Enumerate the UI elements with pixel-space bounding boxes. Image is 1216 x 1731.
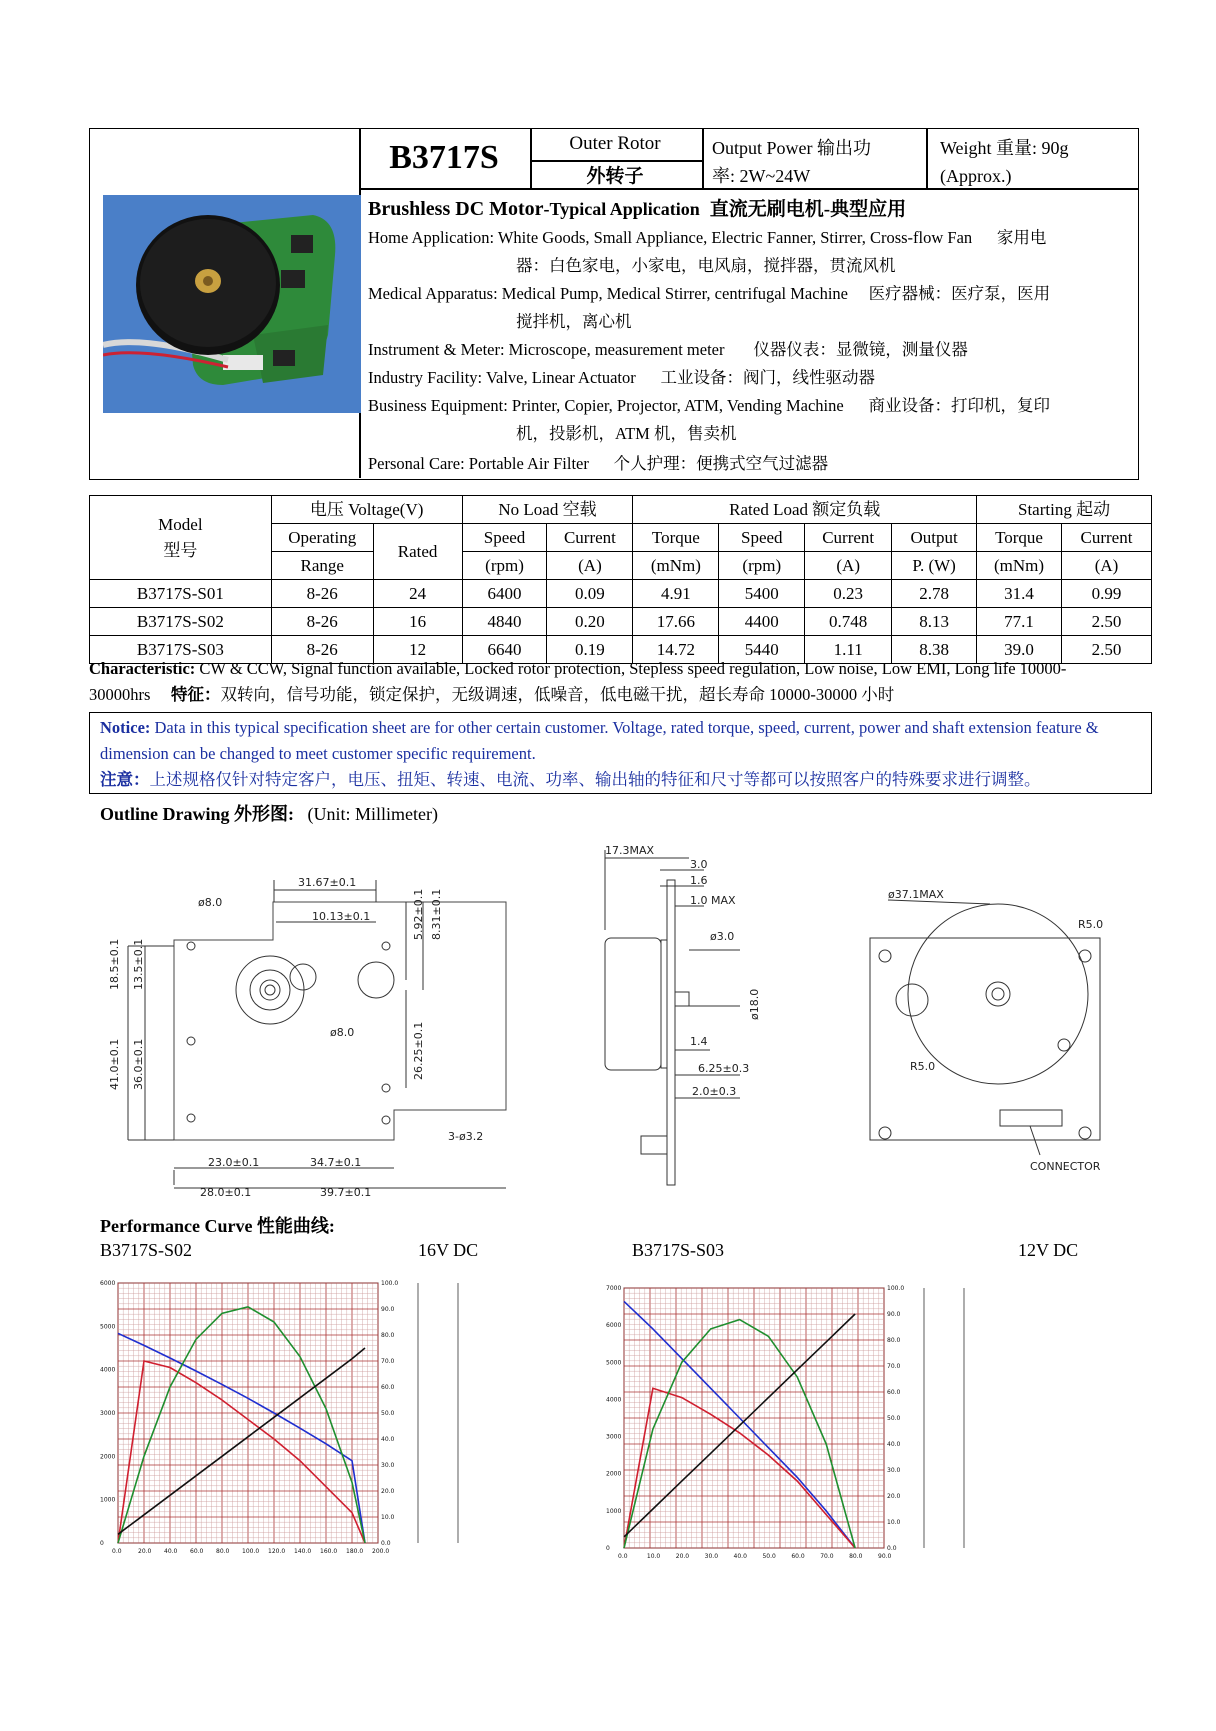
dim-label: 18.5±0.1 (108, 938, 121, 990)
column-header-unit: Range (271, 552, 373, 580)
rated-group-header: Rated Load 额定负载 (633, 496, 977, 524)
dim-label: ø3.0 (710, 930, 735, 943)
x-tick-label: 0.0 (618, 1553, 628, 1560)
weight-line1: Weight 重量: 90g (940, 138, 1069, 158)
dim-label: 1.0 MAX (690, 894, 736, 907)
x-tick-label: 60.0 (190, 1548, 204, 1555)
output-power-line2: 率: 2W~24W (712, 166, 811, 186)
y2-tick-label: 50.0 (381, 1410, 395, 1417)
y2-tick-label: 10.0 (887, 1519, 901, 1526)
notice-block (89, 712, 1152, 794)
column-header-unit: (A) (547, 552, 633, 580)
x-tick-label: 40.0 (733, 1553, 747, 1560)
column-header-unit: (rpm) (462, 552, 547, 580)
dim-label: 28.0±0.1 (200, 1186, 252, 1199)
characteristic-label: Characteristic: (89, 659, 196, 678)
application-line: Medical Apparatus: Medical Pump, Medical Stirrer, centrifugal Machine 医疗器械：医疗泵，医用 (368, 284, 1051, 303)
characteristic-text-en: CW & CCW, Signal function available, Locked rotor protection, Stepless speed regulation, Low noise, Low EMI, Long life 10000-30000hrs (89, 659, 1067, 704)
application-line: Industry Facility: Valve, Linear Actuator 工业设备：阀门，线性驱动器 (368, 368, 876, 387)
column-header-unit: (mNm) (977, 552, 1062, 580)
column-header-unit: (A) (1061, 552, 1151, 580)
model-cell: B3717S-S03 (90, 636, 272, 664)
y2-tick-label: 80.0 (381, 1332, 395, 1339)
table-cell: 5440 (719, 636, 805, 664)
x-tick-label: 160.0 (320, 1548, 338, 1555)
application-line: Business Equipment: Printer, Copier, Projector, ATM, Vending Machine 商业设备：打印机，复印 (368, 396, 1050, 415)
x-tick-label: 120.0 (268, 1548, 286, 1555)
y-tick-label: 3000 (606, 1433, 622, 1441)
table-cell: 77.1 (977, 608, 1062, 636)
x-tick-label: 140.0 (294, 1548, 312, 1555)
table-cell: 2.50 (1061, 608, 1151, 636)
y-tick-label: 0 (100, 1540, 104, 1547)
table-cell: 2.78 (892, 580, 977, 608)
applications-title-cn: 直流无刷电机-典型应用 (709, 199, 907, 220)
x-tick-label: 20.0 (138, 1548, 152, 1555)
model-header (90, 496, 272, 580)
characteristic-block (89, 656, 1152, 708)
performance-chart-s03 (606, 1280, 1026, 1600)
outline-unit: (Unit: Millimeter) (307, 804, 438, 824)
model-cell: B3717S-S01 (90, 580, 272, 608)
y-tick-label: 6000 (100, 1280, 116, 1287)
column-header-unit: (A) (805, 552, 892, 580)
application-line: Personal Care: Portable Air Filter 个人护理：便携式空气过滤器 (368, 454, 829, 473)
column-header: Output (892, 524, 977, 552)
x-tick-label: 40.0 (164, 1548, 178, 1555)
dim-label: ø8.0 (198, 896, 223, 909)
y-tick-label: 2000 (100, 1453, 116, 1461)
chart-model-label: B3717S-S03 (632, 1240, 725, 1260)
characteristic-label-cn: 特征： (171, 685, 221, 704)
table-cell: 14.72 (633, 636, 719, 664)
table-cell: 8.38 (892, 636, 977, 664)
y-tick-label: 7000 (606, 1285, 622, 1292)
table-cell: 0.09 (547, 580, 633, 608)
column-header: Current (547, 524, 633, 552)
y-tick-label: 5000 (606, 1359, 622, 1367)
y-tick-label: 5000 (100, 1323, 116, 1331)
chart-model-label: B3717S-S02 (100, 1240, 193, 1260)
application-line: 搅拌机，离心机 (516, 312, 632, 331)
table-cell: 4400 (719, 608, 805, 636)
x-tick-label: 80.0 (216, 1548, 230, 1555)
model-header-cn: 型号 (163, 540, 198, 560)
dim-label: 13.5±0.1 (132, 938, 145, 990)
chart-voltage-label: 12V DC (1018, 1240, 1079, 1260)
dim-label: CONNECTOR (1030, 1160, 1101, 1173)
column-header-unit: (rpm) (719, 552, 805, 580)
dim-label: 3.0 (690, 858, 708, 871)
application-line: 器：白色家电，小家电，电风扇，搅拌器，贯流风机 (516, 256, 896, 275)
dim-label: 1.6 (690, 874, 708, 887)
y2-tick-label: 50.0 (887, 1415, 901, 1422)
x-tick-label: 60.0 (791, 1553, 805, 1560)
dim-label: 2.0±0.3 (692, 1085, 737, 1098)
motor-photo (103, 195, 361, 413)
x-tick-label: 90.0 (878, 1553, 892, 1560)
table-cell: 0.20 (547, 608, 633, 636)
dim-label: 39.7±0.1 (320, 1186, 372, 1199)
column-header: Torque (977, 524, 1062, 552)
dim-label: 3-ø3.2 (448, 1130, 484, 1143)
dim-label: ø8.0 (330, 1026, 355, 1039)
y-tick-label: 1000 (100, 1496, 116, 1504)
outline-title: Outline Drawing 外形图: (100, 804, 295, 824)
y2-tick-label: 90.0 (887, 1311, 901, 1318)
model-header-en: Model (158, 514, 203, 534)
side-view-drawing (605, 844, 761, 1185)
applications-title-en: Brushless DC Motor (368, 198, 544, 220)
y2-tick-label: 10.0 (381, 1514, 395, 1521)
table-cell: 4840 (462, 608, 547, 636)
y2-tick-label: 90.0 (381, 1306, 395, 1313)
dim-label: 36.0±0.1 (132, 1038, 145, 1090)
y-tick-label: 1000 (606, 1507, 622, 1515)
y2-tick-label: 60.0 (887, 1389, 901, 1396)
column-header-unit: (mNm) (633, 552, 719, 580)
y-tick-label: 4000 (606, 1396, 622, 1404)
y2-tick-label: 60.0 (381, 1384, 395, 1391)
dim-label: 23.0±0.1 (208, 1156, 260, 1169)
table-cell: 6400 (462, 580, 547, 608)
noload-group-header: No Load 空载 (462, 496, 633, 524)
table-row (90, 608, 1152, 636)
application-line: Instrument & Meter: Microscope, measurement meter 仪器仪表：显微镜，测量仪器 (368, 340, 968, 359)
table-row (90, 580, 1152, 608)
performance-title: Performance Curve 性能曲线: (100, 1216, 335, 1236)
model-cell: B3717S-S02 (90, 608, 272, 636)
output-power-line1: Output Power 输出功 (712, 138, 871, 158)
spec-table (89, 495, 1152, 664)
applications-heading (368, 194, 906, 221)
dim-label: 41.0±0.1 (108, 1038, 121, 1090)
column-header: Current (1061, 524, 1151, 552)
table-cell: 4.91 (633, 580, 719, 608)
x-tick-label: 80.0 (849, 1553, 863, 1560)
y2-tick-label: 80.0 (887, 1337, 901, 1344)
model-title: B3717S (389, 139, 499, 176)
table-cell: 17.66 (633, 608, 719, 636)
dim-label: 8.31±0.1 (430, 888, 443, 940)
y-tick-label: 3000 (100, 1410, 116, 1417)
x-tick-label: 200.0 (372, 1548, 390, 1555)
table-cell: 39.0 (977, 636, 1062, 664)
column-header: Speed (719, 524, 805, 552)
y2-tick-label: 0.0 (887, 1545, 897, 1552)
table-cell: 0.23 (805, 580, 892, 608)
table-cell: 24 (373, 580, 462, 608)
y2-tick-label: 100.0 (887, 1285, 905, 1292)
dim-label: 17.3MAX (605, 844, 655, 857)
x-tick-label: 50.0 (762, 1553, 776, 1560)
notice-label: Notice: (100, 718, 151, 737)
x-tick-label: 70.0 (820, 1553, 834, 1560)
y2-tick-label: 40.0 (381, 1436, 395, 1443)
dim-label: 31.67±0.1 (298, 876, 357, 889)
weight-line2: (Approx.) (940, 166, 1012, 186)
y2-tick-label: 70.0 (887, 1363, 901, 1370)
y2-tick-label: 40.0 (887, 1441, 901, 1448)
starting-group-header: Starting 起动 (977, 496, 1152, 524)
y2-tick-label: 0.0 (381, 1540, 391, 1547)
table-cell: 8.13 (892, 608, 977, 636)
dim-label: 6.25±0.3 (698, 1062, 750, 1075)
front-view-drawing (108, 876, 506, 1199)
table-cell: 1.11 (805, 636, 892, 664)
voltage-group-header: 电压 Voltage(V) (271, 496, 462, 524)
column-header: Speed (462, 524, 547, 552)
table-cell: 0.99 (1061, 580, 1151, 608)
table-cell: 31.4 (977, 580, 1062, 608)
y2-tick-label: 20.0 (381, 1488, 395, 1495)
dim-label: ø37.1MAX (888, 888, 944, 901)
y-tick-label: 4000 (100, 1366, 116, 1374)
table-cell: 2.50 (1061, 636, 1151, 664)
y-tick-label: 6000 (606, 1322, 622, 1330)
column-header: Torque (633, 524, 719, 552)
column-header: Rated (373, 524, 462, 580)
characteristic-text-cn: 双转向，信号功能，锁定保护，无级调速，低噪音，低电磁干扰，超长寿命 10000-30000 小时 (220, 685, 895, 704)
table-cell: 6640 (462, 636, 547, 664)
notice-label-cn: 注意： (100, 770, 150, 789)
back-view-drawing (870, 888, 1103, 1173)
y2-tick-label: 30.0 (381, 1462, 395, 1469)
rotor-type-cn: 外转子 (586, 165, 644, 187)
application-line: 机，投影机，ATM 机，售卖机 (516, 424, 737, 443)
y2-tick-label: 100.0 (381, 1280, 399, 1287)
dim-label: ø18.0 (748, 988, 761, 1020)
outline-drawings (100, 840, 1160, 1200)
rotor-type-en: Outer Rotor (569, 133, 661, 154)
y2-tick-label: 20.0 (887, 1493, 901, 1500)
x-tick-label: 180.0 (346, 1548, 364, 1555)
notice-text-cn: 上述规格仅针对特定客户，电压、扭矩、转速、电流、功率、输出轴的特征和尺寸等都可以按照客户的特殊要求进行调整。 (149, 770, 1041, 789)
dim-label: 10.13±0.1 (312, 910, 371, 923)
column-header: Operating (271, 524, 373, 552)
dim-label: 26.25±0.1 (412, 1021, 425, 1080)
dim-label: 5.92±0.1 (412, 888, 425, 940)
table-cell: 8-26 (271, 580, 373, 608)
performance-chart-s02 (100, 1275, 520, 1595)
chart-voltage-label: 16V DC (418, 1240, 479, 1260)
y-tick-label: 2000 (606, 1470, 622, 1478)
dim-label: R5.0 (910, 1060, 936, 1073)
dim-label: R5.0 (1078, 918, 1104, 931)
x-tick-label: 30.0 (704, 1553, 719, 1560)
y2-tick-label: 30.0 (887, 1467, 901, 1474)
column-header: Current (805, 524, 892, 552)
column-header-unit: P. (W) (892, 552, 977, 580)
x-tick-label: 0.0 (112, 1548, 122, 1555)
table-cell: 8-26 (271, 636, 373, 664)
table-cell: 8-26 (271, 608, 373, 636)
table-cell: 16 (373, 608, 462, 636)
dim-label: 34.7±0.1 (310, 1156, 362, 1169)
table-cell: 0.19 (547, 636, 633, 664)
outline-heading (100, 800, 438, 826)
table-cell: 12 (373, 636, 462, 664)
x-tick-label: 100.0 (242, 1548, 260, 1555)
table-cell: 5400 (719, 580, 805, 608)
notice-text-en: Data in this typical specification sheet are for other certain customer. Voltage, rated torque, speed, current, power and shaft extension feature & dimension can be changed to meet customer specific requirement. (100, 718, 1099, 763)
y-tick-label: 0 (606, 1545, 610, 1552)
dim-label: 1.4 (690, 1035, 708, 1048)
x-tick-label: 20.0 (675, 1553, 690, 1560)
y2-tick-label: 70.0 (381, 1358, 395, 1365)
x-tick-label: 10.0 (646, 1553, 661, 1560)
applications-title-mid: -Typical Application (543, 199, 700, 219)
application-line: Home Application: White Goods, Small Appliance, Electric Fanner, Stirrer, Cross-flow Fan 家用电 (368, 228, 1047, 247)
table-cell: 0.748 (805, 608, 892, 636)
